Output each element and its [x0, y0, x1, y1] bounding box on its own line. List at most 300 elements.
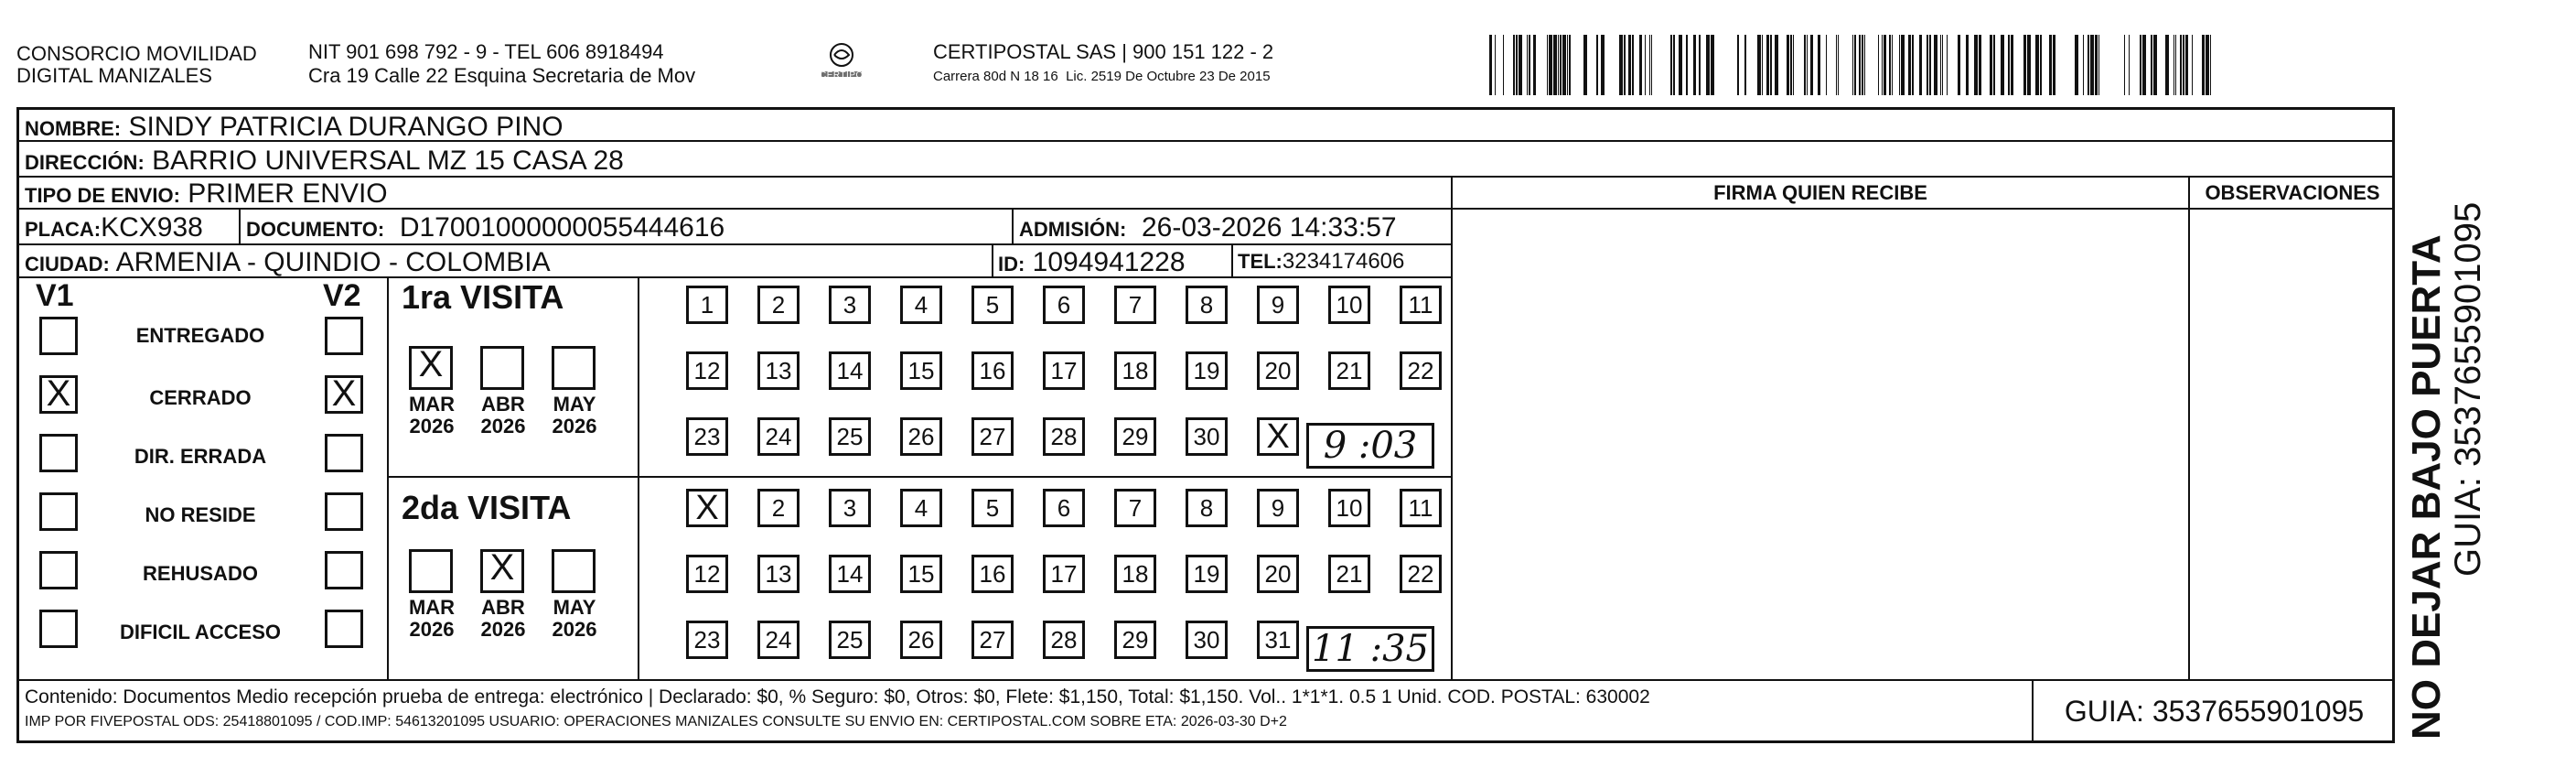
barcode-bar — [1854, 35, 1856, 95]
day-number: 3 — [843, 494, 857, 522]
day-box[interactable] — [1043, 489, 1085, 527]
barcode-bar — [1882, 35, 1883, 95]
status-v2-checkbox[interactable] — [325, 551, 363, 589]
send-type-label: TIPO DE ENVIO: — [25, 184, 180, 207]
divider — [1231, 245, 1233, 278]
barcode-bar — [1775, 35, 1778, 95]
month-label — [471, 597, 535, 641]
v2-header: V2 — [323, 278, 361, 313]
day-box[interactable] — [1114, 417, 1156, 456]
day-box[interactable] — [1114, 286, 1156, 324]
day-number: 23 — [693, 626, 721, 654]
document-field — [246, 212, 724, 243]
barcode-bar — [1527, 35, 1528, 95]
day-box[interactable] — [971, 555, 1014, 593]
divider — [638, 478, 639, 679]
barcode-bar — [1787, 35, 1789, 95]
day-number: 27 — [979, 423, 1006, 450]
day-number: 22 — [1407, 357, 1434, 384]
month-year: 2026 — [552, 618, 597, 641]
visit2-section — [389, 478, 1451, 679]
divider — [992, 245, 993, 278]
status-v2-checkbox[interactable] — [325, 375, 363, 414]
day-box[interactable] — [971, 621, 1014, 659]
day-box[interactable] — [900, 286, 942, 324]
barcode-bar — [1533, 35, 1536, 95]
visit1-time[interactable]: 9 :03 — [1306, 423, 1434, 469]
day-box[interactable] — [1114, 489, 1156, 527]
barcode-bar — [2185, 35, 2188, 95]
barcode-bar — [1495, 35, 1496, 95]
tel-field — [1238, 249, 1404, 275]
month-year: 2026 — [409, 618, 455, 641]
day-box[interactable] — [686, 286, 728, 324]
barcode-bar — [2140, 35, 2141, 95]
barcode-bar — [1878, 35, 1879, 95]
barcode-bar — [2040, 35, 2042, 95]
month-checkbox[interactable] — [409, 549, 453, 593]
day-box[interactable] — [971, 417, 1014, 456]
status-label: NO RESIDE — [145, 503, 256, 526]
barcode-bar — [1908, 35, 1911, 95]
month-year: 2026 — [409, 415, 455, 438]
day-number: 29 — [1122, 626, 1149, 654]
day-box[interactable] — [900, 417, 942, 456]
day-box[interactable] — [829, 417, 871, 456]
barcode-bar — [1744, 35, 1746, 95]
month-checkbox[interactable] — [409, 346, 453, 390]
day-box[interactable] — [757, 286, 800, 324]
barcode-bar — [1934, 35, 1937, 95]
barcode-bar — [1560, 35, 1562, 95]
company-name-line2: DIGITAL MANIZALES — [16, 64, 212, 87]
day-box[interactable] — [1400, 489, 1442, 527]
visit2-time[interactable]: 11 :35 — [1306, 626, 1434, 672]
admission-value: 26-03-2026 14:33:57 — [1142, 212, 1397, 243]
side-guia: GUIA: 3537655901095 — [2448, 201, 2488, 577]
month-label — [542, 597, 606, 641]
id-field — [998, 247, 1186, 278]
barcode-bar — [1889, 35, 1891, 95]
day-box[interactable] — [900, 555, 942, 593]
admission-field — [1019, 212, 1397, 243]
barcode-bar — [1553, 35, 1557, 95]
month-name: MAR — [408, 393, 456, 416]
day-number: X — [695, 489, 719, 527]
nit-line: NIT 901 698 792 - 9 - TEL 606 8918494 — [308, 40, 664, 63]
send-type-field — [25, 178, 388, 210]
plate-field — [25, 212, 203, 243]
status-v1-checkbox[interactable] — [39, 492, 78, 531]
barcode-bar — [1942, 35, 1943, 95]
barcode-bar — [2053, 35, 2055, 95]
month-label — [542, 394, 606, 438]
day-number: 30 — [1193, 423, 1220, 450]
barcode-bar — [1519, 35, 1522, 95]
day-number: 11 — [1408, 291, 1433, 319]
day-number: 24 — [765, 423, 792, 450]
day-number: 13 — [765, 357, 792, 384]
day-box[interactable] — [1186, 621, 1228, 659]
day-box[interactable] — [1328, 489, 1370, 527]
status-section — [19, 278, 389, 679]
day-box[interactable] — [686, 351, 728, 390]
city-label: CIUDAD: — [25, 253, 110, 275]
barcode-bar — [2027, 35, 2031, 95]
month-name: ABR — [481, 596, 525, 619]
barcode-bar — [1583, 35, 1587, 95]
day-box[interactable] — [1400, 555, 1442, 593]
day-number: 8 — [1199, 494, 1214, 522]
day-box[interactable] — [1043, 555, 1085, 593]
day-box[interactable] — [1043, 621, 1085, 659]
day-box[interactable] — [686, 621, 728, 659]
barcode-bar — [1852, 35, 1853, 95]
day-box[interactable] — [1043, 417, 1085, 456]
day-box[interactable] — [1400, 351, 1442, 390]
day-number: 21 — [1336, 357, 1363, 384]
day-box[interactable] — [1186, 286, 1228, 324]
day-box[interactable] — [757, 555, 800, 593]
day-box[interactable] — [1257, 286, 1299, 324]
day-number: 24 — [765, 626, 792, 654]
day-box[interactable] — [829, 351, 871, 390]
barcode-bar — [1601, 35, 1605, 95]
barcode-bar — [1706, 35, 1710, 95]
month-year: 2026 — [552, 415, 597, 438]
month-name: MAY — [553, 596, 596, 619]
barcode-bar — [1884, 35, 1886, 95]
barcode-bar — [1567, 35, 1568, 95]
barcode-bar — [2001, 35, 2004, 95]
row-name — [19, 110, 2395, 142]
barcode-bar — [2153, 35, 2157, 95]
barcode-graphic — [1487, 35, 2218, 95]
certipostal-line2: Carrera 80d N 18 16 Lic. 2519 De Octubre 23 De 2015 — [933, 69, 1271, 84]
name-label: NOMBRE: — [25, 117, 122, 140]
barcode-bar — [2129, 35, 2130, 95]
barcode-bar — [2088, 35, 2089, 95]
barcode-bar — [1912, 35, 1914, 95]
barcode-bar — [2202, 35, 2205, 95]
day-number: 9 — [1271, 291, 1285, 319]
day-number: 16 — [979, 560, 1006, 588]
status-v1-checkbox[interactable] — [39, 317, 78, 355]
barcode-bar — [1990, 35, 1992, 95]
day-box[interactable] — [971, 351, 1014, 390]
day-box[interactable] — [686, 417, 728, 456]
month-checkbox[interactable] — [480, 549, 524, 593]
row-send-type — [19, 178, 1453, 210]
barcode-bar — [1670, 35, 1672, 95]
day-box[interactable] — [829, 621, 871, 659]
id-label: ID: — [998, 253, 1025, 275]
day-number: 18 — [1122, 560, 1149, 588]
month-name: ABR — [481, 393, 525, 416]
signature-area[interactable] — [1453, 210, 2188, 679]
divider — [239, 210, 241, 245]
month-name: MAR — [408, 596, 456, 619]
check-mark: X — [489, 547, 515, 588]
day-number: 12 — [693, 357, 721, 384]
address-label: DIRECCIÓN: — [25, 151, 145, 174]
month-checkbox[interactable] — [552, 346, 596, 390]
barcode-bar — [2124, 35, 2125, 95]
barcode-bar — [1807, 35, 1808, 95]
barcode-bar — [2142, 35, 2146, 95]
barcode-bar — [1547, 35, 1548, 95]
observations-area[interactable] — [2190, 210, 2395, 679]
side-notice: NO DEJAR BAJO PUERTA — [2404, 234, 2449, 740]
city-field — [25, 247, 551, 278]
status-label: CERRADO — [149, 386, 252, 409]
check-mark: X — [46, 373, 71, 414]
day-box[interactable] — [1114, 555, 1156, 593]
day-number: 14 — [836, 560, 864, 588]
day-number: 2 — [771, 291, 786, 319]
month-label — [400, 394, 464, 438]
day-number: 20 — [1264, 357, 1292, 384]
day-number: 8 — [1199, 291, 1214, 319]
barcode-bar — [1632, 35, 1634, 95]
barcode-bar — [1737, 35, 1739, 95]
day-number: 10 — [1336, 494, 1363, 522]
barcode-bar — [1679, 35, 1682, 95]
day-box[interactable] — [1043, 351, 1085, 390]
visit1-section — [389, 278, 1451, 478]
barcode-bar — [1804, 35, 1806, 95]
day-box[interactable] — [829, 286, 871, 324]
status-v2-checkbox[interactable] — [325, 317, 363, 355]
day-number: 19 — [1193, 357, 1220, 384]
barcode-bar — [1686, 35, 1688, 95]
barcode-bar — [2095, 35, 2098, 95]
barcode-bar — [2008, 35, 2010, 95]
check-mark: X — [418, 344, 444, 384]
day-box[interactable] — [1257, 489, 1299, 527]
footer-imp: IMP POR FIVEPOSTAL ODS: 25418801095 / COD.IMP: 54613201095 USUARIO: OPERACIONES MANIZALES CONSULTE SU ENVIO EN: CERTIPOSTAL.COM SOBRE ETA: 2026-03-30 D+2 — [25, 714, 1287, 729]
barcode-bar — [1966, 35, 1969, 95]
status-v1-checkbox[interactable] — [39, 434, 78, 472]
month-checkbox[interactable] — [552, 549, 596, 593]
day-box[interactable] — [686, 489, 728, 527]
visit2-title: 2da VISITA — [402, 489, 572, 526]
logo-caption: CERTIPOSTAL — [820, 70, 888, 81]
barcode-bar — [2098, 35, 2099, 95]
day-number: 16 — [979, 357, 1006, 384]
day-box[interactable] — [829, 489, 871, 527]
day-number: 6 — [1057, 291, 1071, 319]
barcode-bar — [2090, 35, 2094, 95]
barcode — [1487, 35, 2218, 95]
admission-label: ADMISIÓN: — [1019, 218, 1127, 241]
row-city — [19, 245, 1453, 278]
barcode-bar — [2175, 35, 2176, 95]
status-label: ENTREGADO — [135, 324, 265, 347]
check-mark: X — [331, 373, 357, 414]
barcode-bar — [1516, 35, 1518, 95]
barcode-bar — [1562, 35, 1566, 95]
day-box[interactable] — [1257, 351, 1299, 390]
day-box[interactable] — [971, 489, 1014, 527]
day-number: 9 — [1271, 494, 1285, 522]
barcode-bar — [1818, 35, 1820, 95]
month-checkbox[interactable] — [480, 346, 524, 390]
day-number: 5 — [985, 291, 1000, 319]
day-number: 25 — [836, 626, 864, 654]
day-box[interactable] — [1114, 351, 1156, 390]
day-number: 2 — [771, 494, 786, 522]
footer-guia: GUIA: 3537655901095 — [2032, 679, 2395, 743]
month-label — [400, 597, 464, 641]
day-box[interactable] — [1186, 489, 1228, 527]
barcode-bar — [1993, 35, 1995, 95]
id-value: 1094941228 — [1032, 247, 1186, 277]
plate-label: PLACA: — [25, 218, 102, 241]
barcode-bar — [2180, 35, 2182, 95]
barcode-bar — [1766, 35, 1769, 95]
barcode-bar — [1693, 35, 1696, 95]
day-box[interactable] — [757, 417, 800, 456]
day-number: 31 — [1264, 626, 1292, 654]
recipient-name: SINDY PATRICIA DURANGO PINO — [128, 112, 564, 142]
barcode-bar — [1513, 35, 1515, 95]
day-box[interactable] — [757, 621, 800, 659]
day-box[interactable] — [1043, 286, 1085, 324]
day-box[interactable] — [1257, 555, 1299, 593]
day-number: 30 — [1193, 626, 1220, 654]
barcode-bar — [2023, 35, 2026, 95]
barcode-bar — [1901, 35, 1905, 95]
barcode-bar — [1836, 35, 1837, 95]
document-value: D17001000000055444616 — [399, 212, 725, 243]
status-v1-checkbox[interactable] — [39, 551, 78, 589]
barcode-bar — [1864, 35, 1865, 95]
day-number: 5 — [985, 494, 1000, 522]
day-number: 25 — [836, 423, 864, 450]
barcode-bar — [1838, 35, 1839, 95]
day-number: 7 — [1128, 494, 1143, 522]
barcode-bar — [1673, 35, 1675, 95]
status-v2-checkbox[interactable] — [325, 610, 363, 648]
status-v1-checkbox[interactable] — [39, 610, 78, 648]
status-v2-checkbox[interactable] — [325, 492, 363, 531]
barcode-bar — [2151, 35, 2152, 95]
day-box[interactable] — [686, 555, 728, 593]
day-number: 26 — [907, 423, 935, 450]
barcode-bar — [1979, 35, 1981, 95]
barcode-bar — [2183, 35, 2184, 95]
day-number: 19 — [1193, 560, 1220, 588]
status-label: DIR. ERRADA — [134, 445, 267, 468]
day-number: 18 — [1122, 357, 1149, 384]
day-box[interactable] — [900, 621, 942, 659]
day-number: 4 — [914, 291, 928, 319]
send-type-value: PRIMER ENVIO — [188, 178, 388, 209]
barcode-bar — [2206, 35, 2209, 95]
barcode-bar — [1793, 35, 1794, 95]
barcode-bar — [1711, 35, 1714, 95]
day-box[interactable] — [757, 489, 800, 527]
day-box[interactable] — [900, 489, 942, 527]
barcode-bar — [1639, 35, 1642, 95]
day-number: 21 — [1336, 560, 1363, 588]
barcode-bar — [1927, 35, 1928, 95]
day-number: 29 — [1122, 423, 1149, 450]
day-number: 10 — [1336, 291, 1363, 319]
day-box[interactable] — [900, 351, 942, 390]
day-box[interactable] — [829, 555, 871, 593]
day-box[interactable] — [1186, 555, 1228, 593]
day-number: 17 — [1050, 560, 1078, 588]
barcode-bar — [2083, 35, 2084, 95]
day-number: 22 — [1407, 560, 1434, 588]
status-v1-checkbox[interactable] — [39, 375, 78, 414]
status-label: REHUSADO — [143, 562, 258, 585]
day-number: 15 — [907, 357, 935, 384]
day-box[interactable] — [1186, 351, 1228, 390]
barcode-bar — [1929, 35, 1931, 95]
day-number: 15 — [907, 560, 935, 588]
day-number: 23 — [693, 423, 721, 450]
barcode-bar — [1859, 35, 1861, 95]
barcode-bar — [1770, 35, 1772, 95]
day-number: 17 — [1050, 357, 1078, 384]
day-box[interactable] — [1257, 621, 1299, 659]
day-number: 3 — [843, 291, 857, 319]
day-box[interactable] — [1328, 555, 1370, 593]
barcode-bar — [1624, 35, 1626, 95]
divider — [638, 278, 639, 478]
plate-value: KCX938 — [101, 212, 203, 243]
barcode-bar — [1649, 35, 1650, 95]
day-box[interactable] — [1400, 286, 1442, 324]
city-value: ARMENIA - QUINDIO - COLOMBIA — [115, 247, 551, 277]
month-label — [471, 394, 535, 438]
tel-label: TEL: — [1238, 250, 1283, 273]
barcode-bar — [2035, 35, 2039, 95]
day-number: 28 — [1050, 423, 1078, 450]
certipostal-logo — [816, 40, 888, 85]
day-box[interactable] — [1328, 351, 1370, 390]
day-number: 1 — [700, 291, 714, 319]
status-v2-checkbox[interactable] — [325, 434, 363, 472]
barcode-bar — [1892, 35, 1893, 95]
day-number: 13 — [765, 560, 792, 588]
day-box[interactable] — [1186, 417, 1228, 456]
day-number: 11 — [1408, 494, 1433, 522]
day-number: 26 — [907, 626, 935, 654]
day-box[interactable] — [1328, 286, 1370, 324]
day-number: 14 — [836, 357, 864, 384]
barcode-bar — [1862, 35, 1863, 95]
barcode-bar — [1503, 35, 1504, 95]
barcode-bar — [1958, 35, 1960, 95]
barcode-bar — [2165, 35, 2169, 95]
company-address: Cra 19 Calle 22 Esquina Secretaria de Mov — [308, 64, 696, 87]
delivery-form — [16, 107, 2395, 743]
document-label: DOCUMENTO: — [246, 218, 385, 241]
day-box[interactable] — [1257, 417, 1299, 456]
address-field — [25, 146, 624, 177]
day-box[interactable] — [971, 286, 1014, 324]
day-box[interactable] — [1114, 621, 1156, 659]
row-address — [19, 142, 2395, 178]
day-box[interactable] — [757, 351, 800, 390]
name-field — [25, 112, 564, 143]
barcode-bar — [1974, 35, 1978, 95]
barcode-bar — [1489, 35, 1492, 95]
